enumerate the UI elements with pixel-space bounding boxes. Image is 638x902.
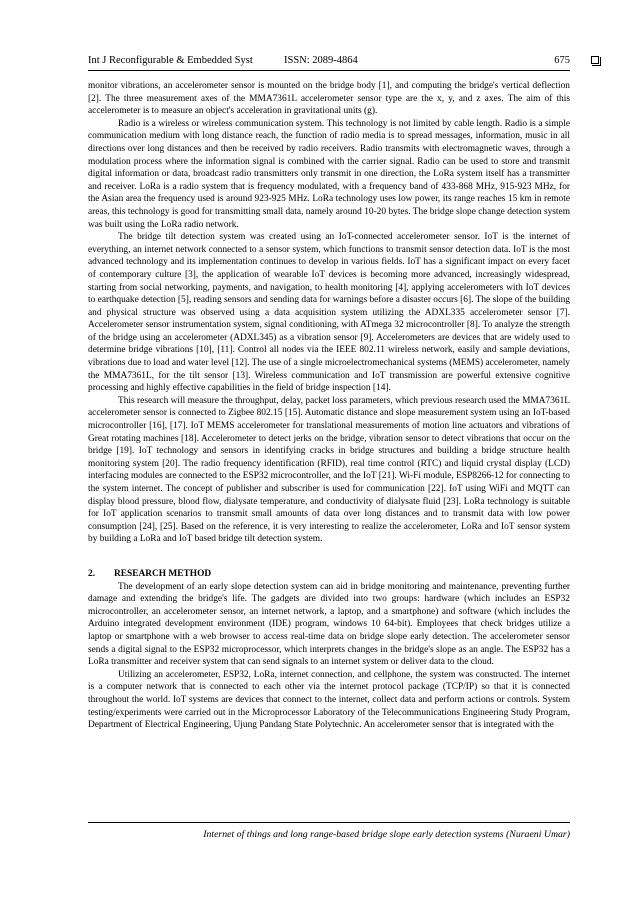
running-footer: Internet of things and long range-based bridge slope early detection systems (Nuraeni Umar) — [88, 822, 570, 840]
issn: ISSN: 2089-4864 — [284, 55, 358, 66]
journal-name: Int J Reconfigurable & Embedded Syst — [88, 55, 253, 66]
paragraph-3: The bridge tilt detection system was created using an IoT-connected accelerometer sensor. IoT is the internet of everything, an internet network connected to a sensor system, which functions to transmit sensor detection data. IoT is the most advanced technology and its implementation continues to develop in various fields. IoT has a significant impact on every facet of contemporary culture [3], the application of wearable IoT devices is becoming more advanced, increasingly widespread, starting from social networking, payments, and navigation, to health monitoring [4], applying accelerometers with IoT devices to earthquake detection [5], reading sensors and sending data for warnings before a disaster occurs [6]. The slope of the building and physical structure was observed using a data acquisition system utilizing the ADXL335 accelerometer sensor [7]. Accelerometer sensor instrumentation system, signal conditioning, with ATmega 32 microcontroller [8]. To analyze the strength of the bridge using an accelerometer (ADXL345) as a vibration sensor [9]. Accelerometers are devices that are widely used to determine bridge vibrations [10], [11]. Control all nodes via the IEEE 802.11 wireless network, easily and sample deviations, vibrations due to load and water level [12]. The use of a single microelectromechanical systems (MEMS) accelerometer, namely the MMA7361L, for the tilt sensor [13]. Wireless communication and IoT transmission are powerful extensive cognitive processing and highly effective capabilities in the field of bridge inspection [14]. — [88, 232, 570, 394]
paragraph-1: monitor vibrations, an accelerometer sensor is mounted on the bridge body [1], and computing the bridge's vertical deflection [2]. The three measurement axes of the MMA7361L accelerometer sensor type are the x, y, and z axes. The aim of this accelerometer is to measure an object's acceleration in gravitational units (g). — [88, 81, 570, 117]
section-number: 2. — [88, 568, 96, 579]
paragraph-2: Radio is a wireless or wireless communication system. This technology is not limited by cable length. Radio is a simple communication medium with long distance reach, the function of radio media is to spread messages, information, music in all directions over long distances and then be received by radio receivers. Radio transmits with electromagnetic waves, through a modulation process where the information signal is combined with the carrier signal. Radio can be used to store and transmit digital information or data, broadcast radio transmitters only transmit in one direction, the LoRa system itself has a transmitter and receiver. LoRa is a radio system that is frequency modulated, with a frequency band of 433-868 MHz, 915-923 MHz, for the Asian area the frequency used is around 923-925 MHz. LoRa technology uses low power, its range reaches 15 km in remote areas, this technology is good for transmitting small data, namely around 10-20 bytes. The bridge slope change detection system was built using the LoRa radio network. — [88, 118, 570, 230]
section-paragraph-2: Utilizing an accelerometer, ESP32, LoRa, internet connection, and cellphone, the system was constructed. The internet is a computer network that is connected to each other via the internet protocol package (TCP/IP) so that it is connected throughout the world. IoT systems are devices that connect to the internet, collect data and perform actions or controls. System testing/experiments were carried out in the Microprocessor Laboratory of the Telecommunications Engineering Study Program, Department of Electrical Engineering, Ujung Pandang State Polytechnic. An accelerometer sensor that is integrated with the — [88, 669, 570, 731]
section-paragraph-1: The development of an early slope detection system can aid in bridge monitoring and maintenance, preventing further damage and extending the bridge's life. The gadgets are divided into two groups: hardware (which includes an ESP32 microcontroller, an accelerometer sensor, an internet network, a laptop, and a smartphone) and software (which includes the Arduino integrated development environment (IDE) program, windows 10 64-bit). Employees that check bridges utilize a laptop or smartphone with a web browser to access real-time data on bridge slope early detection. The accelerometer sensor sends a digital signal to the ESP32 microprocessor, which interprets changes in the bridge's slope as an angle. The ESP32 has a LoRa transmitter and receiver system that can send signals to an internet system or deliver data to the cloud. — [88, 581, 570, 668]
spacer — [88, 546, 570, 556]
paragraph-4: This research will measure the throughput, delay, packet loss parameters, which previous research used the MMA7361L accelerometer sensor is connected to Zigbee 802.15 [15]. Automatic distance and slope measurement system using an IoT-based microcontroller [16], [17]. IoT MEMS accelerometer for translational measurements of motion line actuators and vibrations of Great rotating machines [18]. Accelerometer to detect jerks on the bridge, vibration sensor to detect vibrations that occur on the bridge [19]. IoT technology and sensors in identifying cracks in bridge structures and building a bridge structure health monitoring system [20]. The radio frequency identification (RFID), real time control (RTC) and liquid crystal display (LCD) interfacing modules are connected to the ESP32 microcontroller, and the IoT [21]. Wi-Fi module, ESP8266-12 for connecting to the system internet. The concept of publisher and subscriber is used for communication [22]. IoT using WiFi and MQTT can display blood pressure, blood flow, dialysate temperature, and conductivity of dialysate fluid [23]. LoRa technology is suitable for IoT application scenarios to transmit small amounts of data over long distances and to transmit data with low power consumption [24], [25]. Based on the reference, it is very interesting to realize the accelerometer, LoRa and IoT sensor system by building a LoRa and IoT based bridge tilt detection system. — [88, 395, 570, 545]
running-header — [88, 52, 570, 71]
section-title: RESEARCH METHOD — [114, 568, 212, 579]
section-heading — [88, 568, 570, 581]
checkbox-icon — [591, 56, 599, 64]
page-number: 675 — [554, 55, 570, 66]
body-text — [88, 80, 570, 732]
